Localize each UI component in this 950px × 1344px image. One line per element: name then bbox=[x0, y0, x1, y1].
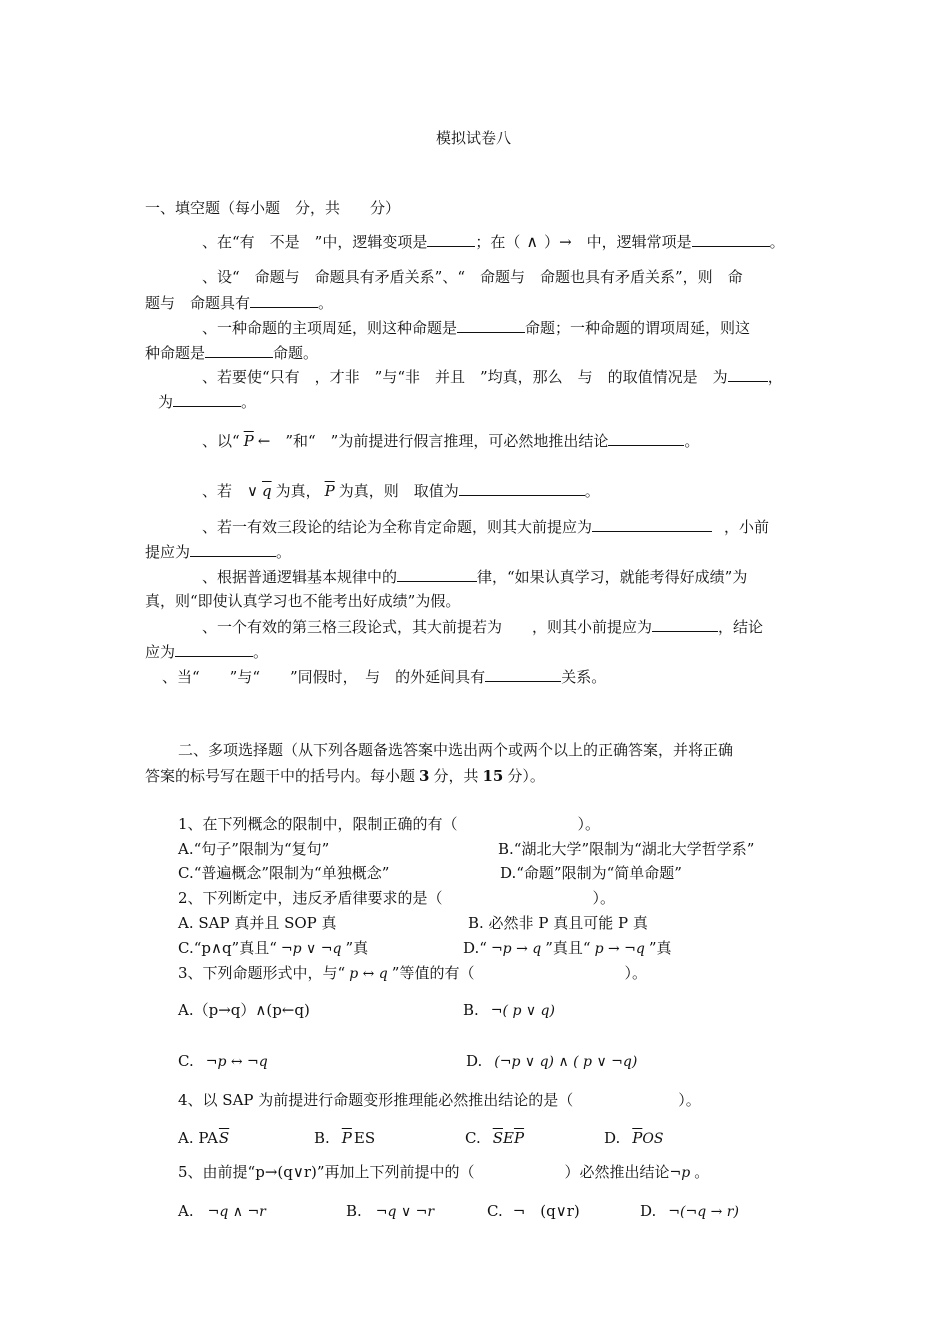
q-text: A. PA bbox=[178, 1129, 218, 1147]
formula: ¬p bbox=[669, 1165, 691, 1181]
q-text: 命题。 bbox=[273, 344, 319, 362]
q-text: 、以“ bbox=[202, 432, 240, 450]
and-symbol: ∧ bbox=[526, 232, 539, 251]
answer-blank[interactable] bbox=[250, 292, 318, 308]
negated-p: $\overline{P}$ bbox=[513, 1129, 525, 1147]
q-text: 、一个有效的第三格三段论式，其大前提若为 ，则其小前提应为 bbox=[202, 618, 653, 636]
q-text: ，小前 bbox=[724, 518, 770, 536]
q-text: C. bbox=[178, 1052, 194, 1070]
mc-question-3 bbox=[178, 963, 647, 984]
formula: ¬q ∧ ¬r bbox=[207, 1204, 266, 1220]
formula: E bbox=[503, 1129, 514, 1147]
q-text: 律，“如果认真学习，就能考得好成绩”为 bbox=[477, 568, 748, 586]
q-text: 、在“有 不是 ”中，逻辑变项是 bbox=[202, 233, 428, 251]
q-text: ， bbox=[767, 368, 783, 386]
q-text: 3、下列命题形式中，与“ bbox=[178, 964, 346, 982]
q-text: 。 bbox=[694, 1163, 710, 1181]
mc-option-c[interactable] bbox=[178, 938, 368, 959]
question-1-10 bbox=[162, 666, 606, 687]
q-text: 答案的标号写在题干中的括号内。每小题 bbox=[145, 767, 416, 785]
formula: ¬(¬q → r) bbox=[668, 1204, 739, 1220]
q-text: 。 bbox=[769, 233, 785, 251]
q-text: ”真且“ bbox=[545, 939, 591, 957]
q-text: 为 bbox=[158, 393, 174, 411]
page-title: 模拟试卷八 bbox=[436, 129, 512, 147]
question-1-9 bbox=[202, 616, 763, 637]
q-text: 提应为 bbox=[145, 543, 191, 561]
formula: ¬p ↔ ¬q bbox=[205, 1054, 268, 1070]
formula: ¬( p ∨ q) bbox=[490, 1003, 555, 1019]
mc-option-b[interactable]: B.“湖北大学”限制为“湖北大学哲学系” bbox=[498, 840, 755, 858]
q-text: ，结论 bbox=[718, 618, 764, 636]
section-2-heading: 二、多项选择题（从下列各题备选答案中选出两个或两个以上的正确答案，并将正确 bbox=[178, 741, 734, 759]
formula: OS bbox=[642, 1131, 664, 1147]
q-text: C. bbox=[465, 1129, 481, 1147]
answer-blank[interactable] bbox=[459, 480, 585, 496]
negated-s: $\overline{S}$ bbox=[492, 1129, 503, 1147]
q-text: 为真， bbox=[275, 482, 321, 500]
q-text: 。 bbox=[276, 543, 292, 561]
answer-blank[interactable] bbox=[427, 231, 475, 247]
question-1-9-cont bbox=[145, 641, 268, 662]
q-text: 。 bbox=[253, 643, 269, 661]
formula: ¬q ∨ ¬r bbox=[375, 1204, 435, 1220]
q-text: 、若 ∨ bbox=[202, 482, 258, 500]
mc-option-b[interactable] bbox=[463, 1000, 555, 1021]
mc-option-c[interactable] bbox=[178, 1051, 268, 1072]
q-text: ”真 bbox=[345, 939, 369, 957]
question-1-5 bbox=[202, 430, 699, 451]
negated-p: $\overline{P}$ bbox=[632, 1129, 643, 1147]
question-1-6 bbox=[202, 480, 600, 501]
q-text: ← ”和“ ”为前提进行假言推理，可必然地推出结论 bbox=[257, 432, 609, 450]
question-1-7 bbox=[202, 516, 769, 537]
mc-option-a[interactable]: A. SAP 真并且 SOP 真 bbox=[178, 914, 337, 932]
answer-blank[interactable] bbox=[692, 231, 770, 247]
q-text: 、根据普通逻辑基本规律中的 bbox=[202, 568, 398, 586]
formula: (¬p ∨ q) ∧ ( p ∨ ¬q) bbox=[494, 1054, 638, 1070]
question-1-4 bbox=[202, 366, 783, 387]
mc-option-a[interactable] bbox=[178, 1128, 229, 1148]
answer-blank[interactable] bbox=[205, 342, 273, 358]
mc-option-c[interactable] bbox=[487, 1201, 580, 1221]
q-text: 。 bbox=[241, 393, 257, 411]
q-text: 。 bbox=[584, 482, 600, 500]
mc-option-a[interactable]: A.“句子”限制为“复句” bbox=[178, 840, 330, 858]
q-text: B. bbox=[314, 1129, 330, 1147]
q-text: D. bbox=[640, 1202, 657, 1220]
formula: ¬ (q∨r) bbox=[512, 1202, 580, 1220]
formula: p → ¬q bbox=[594, 941, 645, 957]
q-text: 为真，则 取值为 bbox=[338, 482, 459, 500]
q-text: 。 bbox=[684, 432, 700, 450]
mc-option-b[interactable]: B. 必然非 P 真且可能 P 真 bbox=[468, 914, 648, 932]
answer-blank[interactable] bbox=[592, 516, 712, 532]
q-text: D. bbox=[466, 1052, 483, 1070]
question-1-3-cont bbox=[145, 342, 318, 363]
q-text: A. bbox=[178, 1202, 194, 1220]
q-text: 命题；一种命题的谓项周延，则这 bbox=[525, 319, 751, 337]
q-text: 、若要使“只有 ，才非 ”与“非 并且 ”均真，那么 与 的取值情况是 为 bbox=[202, 368, 728, 386]
question-1-2-cont bbox=[145, 292, 333, 313]
score-per-question: 3 bbox=[419, 767, 430, 785]
answer-blank[interactable] bbox=[728, 366, 768, 382]
formula: ¬p ∨ ¬q bbox=[280, 941, 342, 957]
q-text: 关系。 bbox=[561, 668, 607, 686]
question-1-8-cont: 真，则“即使认真学习也不能考出好成绩”为假。 bbox=[145, 592, 461, 610]
q-text: ）→ 中，逻辑常项是 bbox=[544, 233, 692, 251]
mc-question-5 bbox=[178, 1162, 709, 1183]
answer-blank[interactable] bbox=[397, 566, 477, 582]
question-1-2: 、设“ 命题与 命题具有矛盾关系”、“ 命题与 命题也具有矛盾关系”，则 命 bbox=[202, 268, 743, 286]
section-2-heading-cont bbox=[145, 766, 545, 786]
question-1-3 bbox=[202, 317, 750, 338]
mc-option-d[interactable] bbox=[604, 1128, 663, 1149]
negated-s: $\overline{S}$ bbox=[218, 1129, 230, 1147]
q-text: 分）。 bbox=[507, 767, 545, 785]
q-text: ”真 bbox=[648, 939, 672, 957]
formula: p ↔ q bbox=[349, 966, 388, 982]
mc-question-4: 4、以 SAP 为前提进行命题变形推理能必然推出结论的是（ ）。 bbox=[178, 1091, 701, 1109]
mc-option-b[interactable] bbox=[346, 1201, 434, 1222]
mc-option-a[interactable]: A.（p→q）∧(p←q) bbox=[178, 1001, 310, 1019]
q-text: ES bbox=[353, 1129, 376, 1147]
q-text: 、当“ ”与“ ”同假时， 与 的外延间具有 bbox=[162, 668, 486, 686]
section-1-heading: 一、填空题（每小题 分，共 分） bbox=[145, 199, 401, 217]
answer-blank[interactable] bbox=[190, 541, 276, 557]
q-text: 、若一有效三段论的结论为全称肯定命题，则其大前提应为 bbox=[202, 518, 593, 536]
mc-option-d[interactable] bbox=[463, 938, 672, 959]
q-text: D.“ bbox=[463, 939, 487, 957]
negated-p: $\overline{P}$ bbox=[243, 432, 254, 450]
negated-p: $\overline{P}$ bbox=[324, 482, 335, 500]
q-text: C.“p∧q”真且“ bbox=[178, 939, 277, 957]
mc-option-b[interactable] bbox=[314, 1128, 375, 1148]
q-text: B. bbox=[346, 1202, 362, 1220]
answer-blank[interactable] bbox=[485, 666, 561, 682]
answer-blank[interactable] bbox=[457, 317, 525, 333]
negated-q: $\overline{q}$ bbox=[261, 482, 272, 500]
mc-option-d[interactable]: D.“命题”限制为“简单命题” bbox=[500, 864, 682, 882]
answer-blank[interactable] bbox=[175, 641, 253, 657]
question-1-4-cont bbox=[158, 391, 256, 412]
question-1-8 bbox=[202, 566, 747, 587]
mc-option-a[interactable] bbox=[178, 1201, 266, 1222]
formula: ¬p → q bbox=[490, 941, 542, 957]
mc-option-d[interactable] bbox=[466, 1051, 637, 1072]
question-1-1 bbox=[202, 231, 785, 252]
q-text: 、一种命题的主项周延，则这种命题是 bbox=[202, 319, 458, 337]
q-text: ；在（ bbox=[475, 233, 521, 251]
q-text: ”等值的有（ ）。 bbox=[391, 964, 647, 982]
negated-p: $\overline{P}$ bbox=[341, 1129, 352, 1147]
q-text: 5、由前提“p→(q∨r)”再加上下列前提中的（ ）必然推出结论 bbox=[178, 1163, 670, 1181]
question-1-7-cont bbox=[145, 541, 291, 562]
answer-blank[interactable] bbox=[652, 616, 718, 632]
answer-blank[interactable] bbox=[608, 430, 684, 446]
q-text: 题与 命题具有 bbox=[145, 294, 251, 312]
mc-question-2: 2、下列断定中，违反矛盾律要求的是（ ）。 bbox=[178, 889, 616, 907]
q-text: 种命题是 bbox=[145, 344, 206, 362]
q-text: B. bbox=[463, 1001, 479, 1019]
q-text: 应为 bbox=[145, 643, 176, 661]
answer-blank[interactable] bbox=[173, 391, 241, 407]
mc-option-c[interactable] bbox=[465, 1128, 524, 1148]
q-text: 。 bbox=[318, 294, 334, 312]
score-total: 15 bbox=[482, 767, 504, 785]
mc-option-d[interactable] bbox=[640, 1201, 739, 1222]
q-text: C. bbox=[487, 1202, 503, 1220]
q-text: D. bbox=[604, 1129, 621, 1147]
mc-question-1: 1、在下列概念的限制中，限制正确的有（ ）。 bbox=[178, 815, 601, 833]
q-text: 分，共 bbox=[433, 767, 479, 785]
mc-option-c[interactable]: C.“普遍概念”限制为“单独概念” bbox=[178, 864, 390, 882]
